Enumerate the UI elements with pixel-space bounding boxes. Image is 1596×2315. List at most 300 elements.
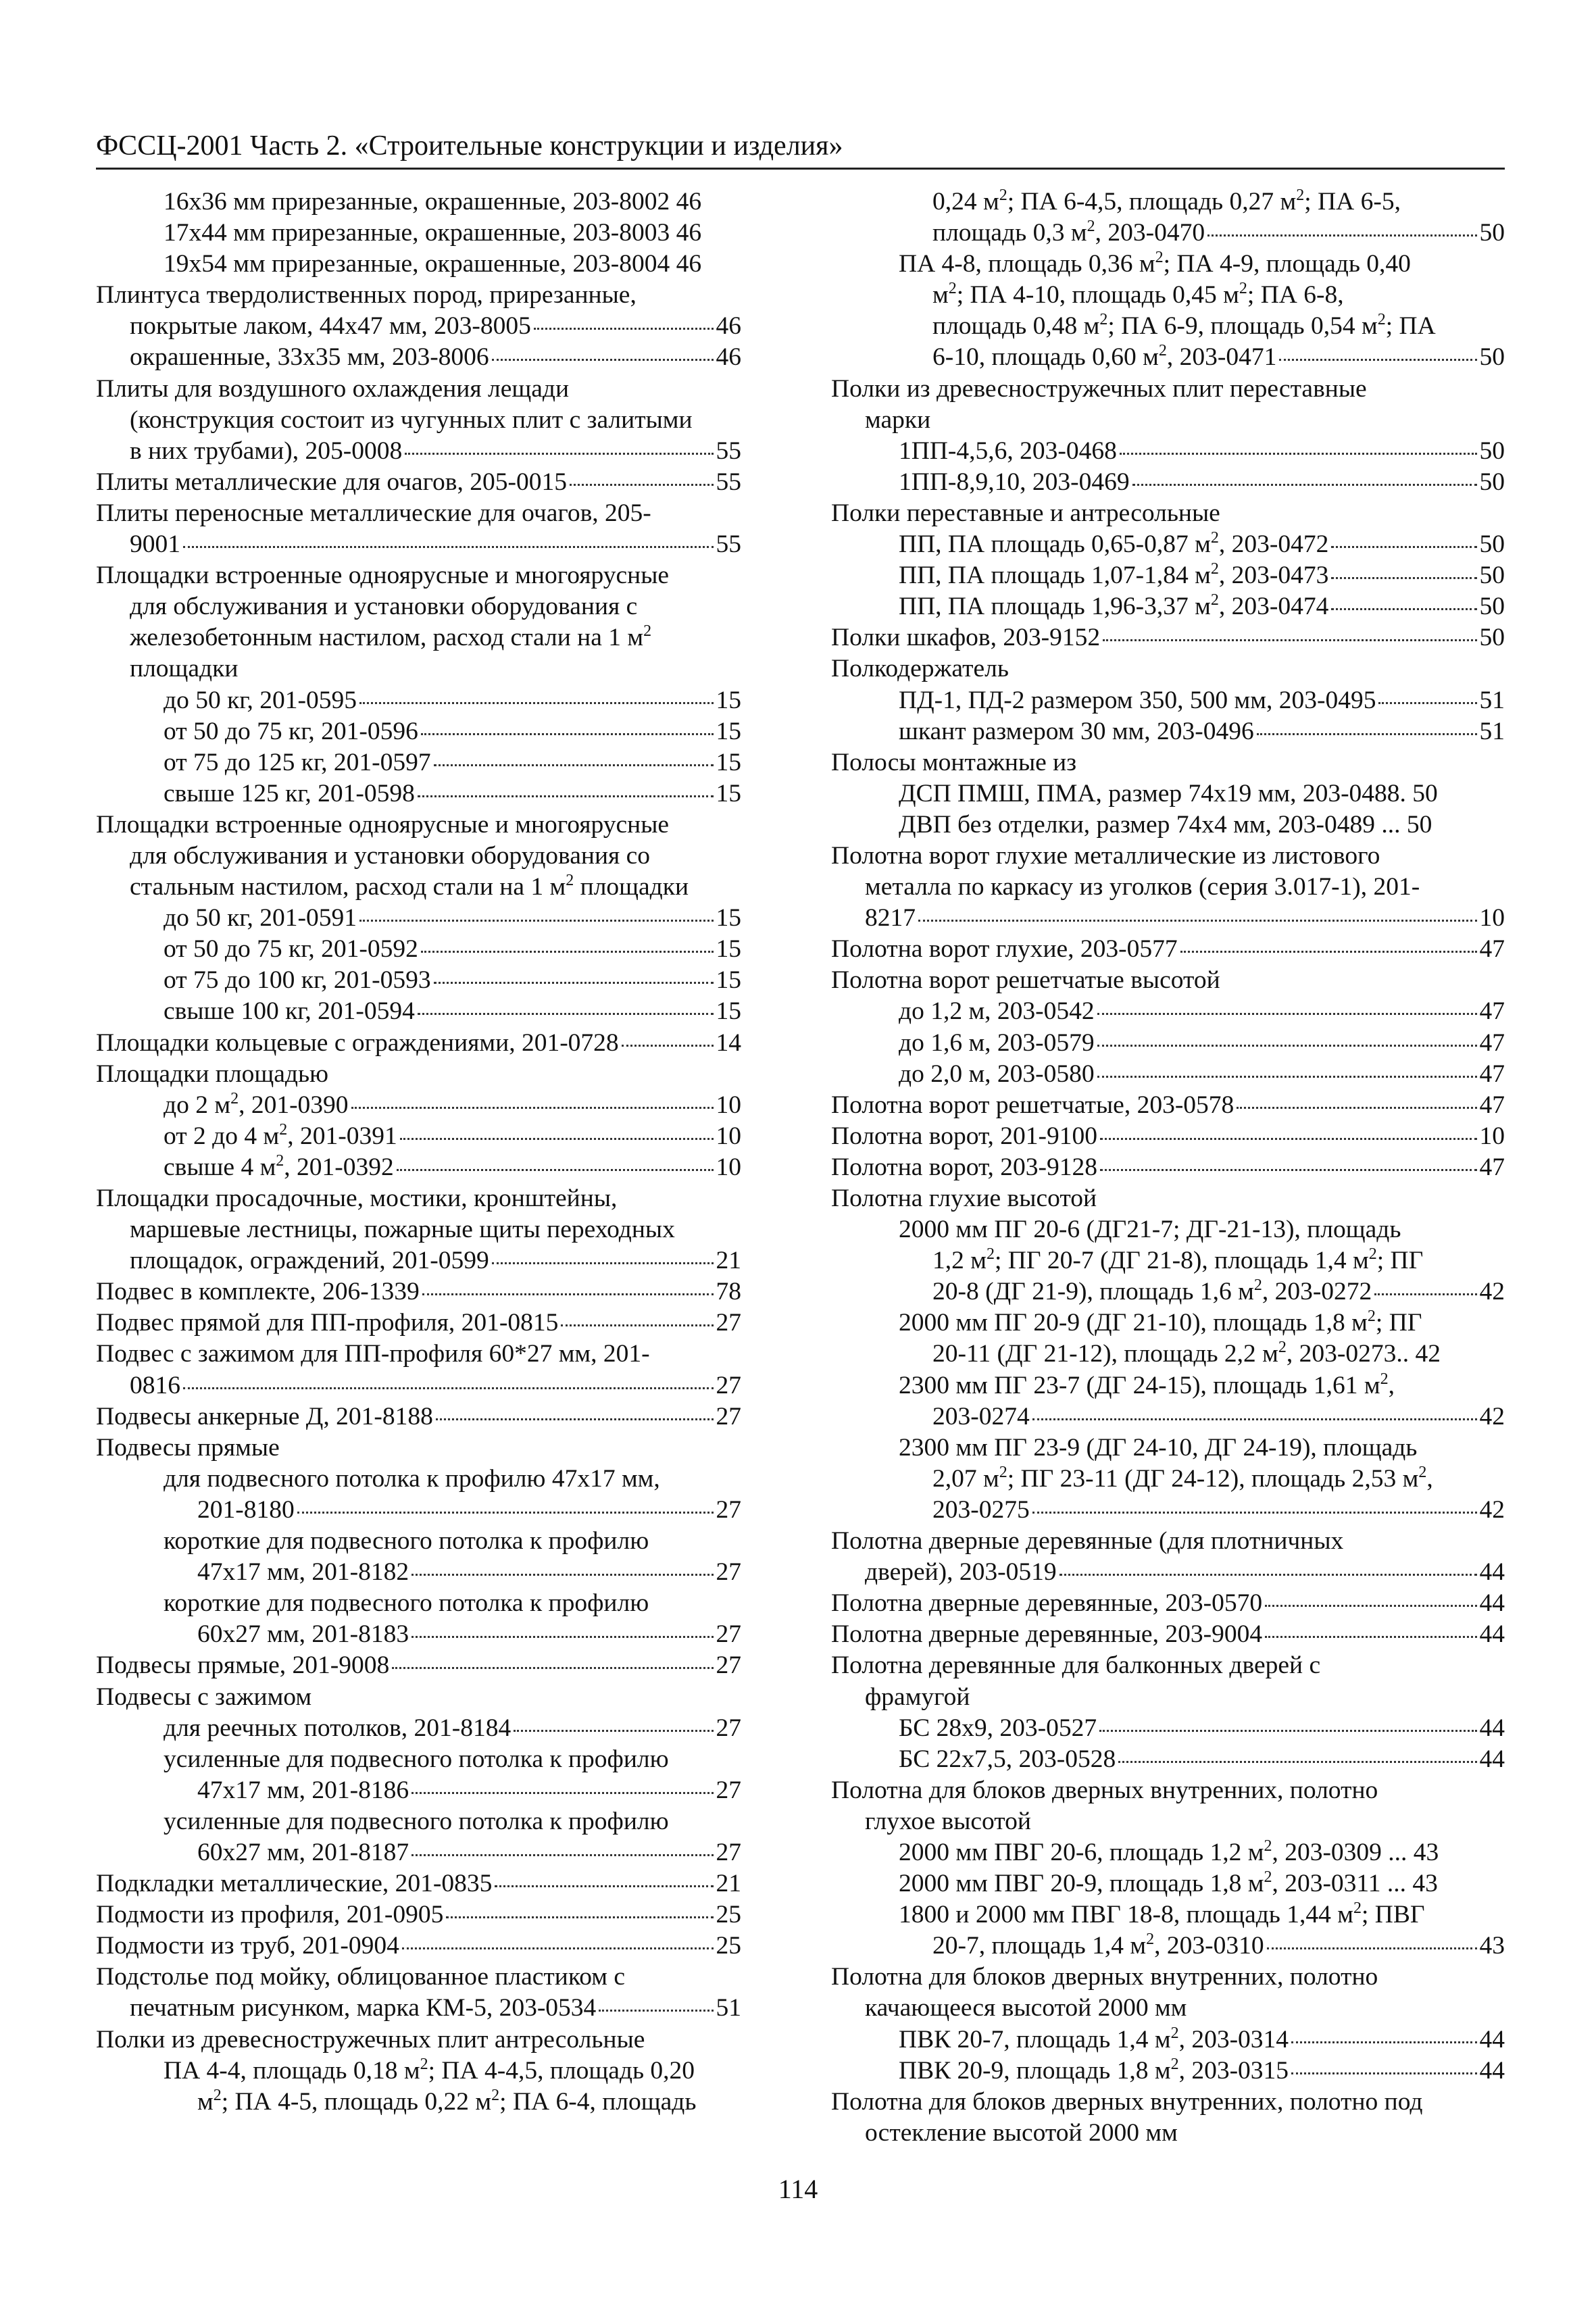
page-ref: 55 xyxy=(716,530,741,559)
index-line xyxy=(831,1619,1505,1650)
dot-leader xyxy=(418,795,714,797)
index-line xyxy=(96,1401,741,1433)
entry-text: покрытые лаком, 44x47 мм, 203-8005 xyxy=(130,312,531,341)
index-line xyxy=(96,311,741,342)
index-entry xyxy=(96,903,741,934)
entry-text: свыше 4 $м^2$, 201-0392 xyxy=(164,1151,394,1181)
index-line xyxy=(96,1619,741,1650)
index-entry xyxy=(831,965,1505,996)
page-ref: 25 xyxy=(716,1901,741,1929)
index-entry xyxy=(831,1713,1505,1744)
entry-text: до 50 кг, 201-0595 xyxy=(164,686,357,714)
index-line xyxy=(96,1370,741,1401)
index-entry xyxy=(831,591,1505,622)
entry-text: свыше 125 кг, 201-0598 xyxy=(164,779,415,807)
index-entry xyxy=(96,934,741,965)
page-ref: 47 xyxy=(1479,935,1505,964)
page-ref: 10 xyxy=(716,1153,741,1181)
dot-leader xyxy=(1237,1107,1476,1109)
index-line: 16x36 мм прирезанные, окрашенные, 203-8002 46 xyxy=(164,188,702,216)
index-entry xyxy=(96,1931,741,1962)
index-entry xyxy=(96,810,741,903)
index-line xyxy=(831,1931,1505,1962)
page-ref: 15 xyxy=(716,686,741,714)
entry-text: 60x27 мм, 201-8183 xyxy=(197,1620,409,1649)
dot-leader xyxy=(492,1262,714,1264)
entry-text: ПП, ПА площадь 1,07-1,84 $м^2$, 203-0473 xyxy=(899,560,1329,590)
page-ref: 15 xyxy=(716,966,741,995)
index-entry xyxy=(831,810,1505,841)
dot-leader xyxy=(1099,1730,1476,1732)
entry-text: площадь 0,3 $м^2$, 203-0470 xyxy=(932,218,1205,247)
index-entry xyxy=(831,1588,1505,1619)
index-line xyxy=(96,778,741,810)
index-entry xyxy=(96,1713,741,1744)
index-line xyxy=(831,1121,1505,1152)
entry-text: для реечных потолков, 201-8184 xyxy=(164,1714,512,1742)
page-ref: 44 xyxy=(1479,2056,1505,2085)
index-line xyxy=(831,1588,1505,1619)
index-line: Полотна деревянные для балконных дверей с xyxy=(831,1651,1321,1680)
dot-leader xyxy=(421,733,714,735)
index-line xyxy=(96,1121,741,1152)
index-line xyxy=(96,342,741,373)
index-column-right xyxy=(831,186,1505,2149)
dot-leader xyxy=(1374,1293,1476,1295)
index-entry xyxy=(831,2056,1505,2087)
index-entry xyxy=(96,498,741,560)
page-ref: 47 xyxy=(1479,1091,1505,1119)
dot-leader xyxy=(359,702,714,704)
index-entry xyxy=(96,311,741,342)
index-line: Плиты для воздушного охлаждения лещади xyxy=(96,374,570,403)
index-entry xyxy=(96,996,741,1027)
dot-leader xyxy=(183,1387,714,1389)
entry-text: от 2 до 4 $м^2$, 201-0391 xyxy=(164,1120,397,1150)
entry-text: 1ПП-8,9,10, 203-0469 xyxy=(899,468,1130,496)
index-line xyxy=(831,1028,1505,1059)
index-entry xyxy=(831,186,1505,249)
entry-text: 60x27 мм, 201-8187 xyxy=(197,1838,409,1866)
index-line: усиленные для подвесного потолка к профилю xyxy=(164,1745,669,1773)
index-line xyxy=(96,716,741,747)
index-entry xyxy=(96,2024,741,2056)
dot-leader xyxy=(418,1013,714,1015)
entry-text: Подмости из труб, 201-0904 xyxy=(96,1932,399,1960)
page-ref: 25 xyxy=(716,1932,741,1960)
index-line xyxy=(831,218,1505,249)
index-line: 2300 мм ПГ 23-7 (ДГ 24-15), площадь 1,61 $м^2$, xyxy=(899,1370,1395,1399)
entry-text: площадок, ограждений, 201-0599 xyxy=(130,1247,489,1275)
dot-leader xyxy=(1180,951,1477,953)
entry-text: ПП, ПА площадь 1,96-3,37 $м^2$, 203-0474 xyxy=(899,591,1329,621)
page-ref: 46 xyxy=(716,312,741,341)
index-line xyxy=(96,1868,741,1899)
index-entry xyxy=(96,1276,741,1308)
entry-text: от 75 до 100 кг, 201-0593 xyxy=(164,966,431,995)
page-ref: 44 xyxy=(1479,2025,1505,2053)
page-ref: 50 xyxy=(1479,343,1505,372)
index-line xyxy=(831,1090,1505,1121)
page-ref: 27 xyxy=(716,1371,741,1399)
dot-leader xyxy=(400,1138,714,1140)
entry-text: 6-10, площадь 0,60 $м^2$, 203-0471 xyxy=(932,342,1277,372)
index-entry xyxy=(831,1121,1505,1152)
index-entry xyxy=(831,436,1505,467)
index-line: Полотна для блоков дверных внутренних, полотно под xyxy=(831,2087,1423,2116)
index-line xyxy=(96,1775,741,1806)
entry-text: 203-0274 xyxy=(932,1402,1030,1430)
page-ref: 50 xyxy=(1479,219,1505,247)
index-line: металла по каркасу из уголков (серия 3.017-1), 201- xyxy=(865,873,1420,901)
dot-leader xyxy=(599,2010,713,2012)
entry-text: окрашенные, 33x35 мм, 203-8006 xyxy=(130,343,489,372)
dot-leader xyxy=(1097,1076,1477,1078)
page-ref: 21 xyxy=(716,1247,741,1275)
index-entry xyxy=(96,965,741,996)
index-line xyxy=(96,934,741,965)
index-entry xyxy=(96,218,741,249)
entry-text: Подвесы анкерные Д, 201-8188 xyxy=(96,1402,433,1430)
index-line xyxy=(831,560,1505,591)
index-entry xyxy=(96,1650,741,1681)
page-ref: 27 xyxy=(716,1309,741,1337)
dot-leader xyxy=(1103,639,1476,641)
index-line xyxy=(831,1744,1505,1775)
entry-text: 8217 xyxy=(865,904,916,932)
entry-text: 20-7, площадь 1,4 $м^2$, 203-0310 xyxy=(932,1931,1264,1960)
index-entry xyxy=(831,1090,1505,1121)
entry-text: дверей), 203-0519 xyxy=(865,1558,1057,1587)
entry-text: Плиты металлические для очагов, 205-0015 xyxy=(96,468,567,496)
index-line xyxy=(96,1650,741,1681)
page-ref: 27 xyxy=(716,1558,741,1587)
entry-text: до 50 кг, 201-0591 xyxy=(164,904,357,932)
index-entry xyxy=(831,374,1505,436)
page-ref: 15 xyxy=(716,748,741,776)
dot-leader xyxy=(1100,1169,1476,1171)
page-ref: 15 xyxy=(716,904,741,932)
index-entry xyxy=(831,1837,1505,1868)
index-entry xyxy=(831,1899,1505,1962)
index-entry xyxy=(831,1183,1505,1214)
index-entry xyxy=(831,1868,1505,1899)
dot-leader xyxy=(1100,1138,1476,1140)
dot-leader xyxy=(534,328,714,330)
page-ref: 44 xyxy=(1479,1558,1505,1587)
page-ref: 27 xyxy=(716,1402,741,1430)
dot-leader xyxy=(412,1854,713,1856)
index-entry xyxy=(96,747,741,778)
index-entry xyxy=(96,374,741,467)
index-line xyxy=(831,934,1505,965)
entry-text: до 1,6 м, 203-0579 xyxy=(899,1028,1095,1057)
page-ref: 27 xyxy=(716,1776,741,1804)
index-entry xyxy=(96,1028,741,1059)
entry-text: Подвес прямой для ПП-профиля, 201-0815 xyxy=(96,1309,559,1337)
index-entry xyxy=(96,249,741,280)
index-line xyxy=(831,1495,1505,1526)
index-line: Плиты переносные металлические для очагов, 205- xyxy=(96,499,651,527)
dot-leader xyxy=(297,1512,714,1514)
index-line: железобетонным настилом, расход стали на 1 $м^2$ площадки xyxy=(130,622,652,683)
index-line: Подвес с зажимом для ПП-профиля 60*27 мм, 201- xyxy=(96,1340,650,1368)
index-entry xyxy=(96,1806,741,1868)
index-entry xyxy=(831,1650,1505,1712)
index-line: площадь 0,48 $м^2$; ПА 6-9, площадь 0,54 $м^2$; ПА xyxy=(932,311,1436,341)
index-line xyxy=(831,2024,1505,2056)
index-line: 17x44 мм прирезанные, окрашенные, 203-8003 46 xyxy=(164,219,702,247)
page-ref: 14 xyxy=(716,1028,741,1057)
entry-text: Подвесы прямые, 201-9008 xyxy=(96,1651,390,1680)
dot-leader xyxy=(492,359,714,361)
index-entry xyxy=(96,2056,741,2118)
index-entry xyxy=(96,1121,741,1152)
index-line: Подвесы с зажимом xyxy=(96,1683,312,1711)
index-entry xyxy=(831,778,1505,810)
index-entry xyxy=(831,841,1505,934)
index-entry xyxy=(831,653,1505,684)
dot-leader xyxy=(397,1169,714,1171)
index-line xyxy=(96,996,741,1027)
index-line: 2000 мм ПГ 20-9 (ДГ 21-10), площадь 1,8 $м^2$; ПГ xyxy=(899,1308,1422,1337)
dot-leader xyxy=(1279,359,1476,361)
entry-text: 9001 xyxy=(130,530,180,559)
index-line: остекление высотой 2000 мм xyxy=(865,2118,1178,2147)
index-line xyxy=(831,1401,1505,1433)
index-line: для обслуживания и установки оборудования со xyxy=(130,841,651,870)
index-entry xyxy=(96,778,741,810)
index-line xyxy=(96,965,741,996)
index-line xyxy=(96,903,741,934)
entry-text: ПВК 20-9, площадь 1,8 $м^2$, 203-0315 xyxy=(899,2055,1289,2085)
dot-leader xyxy=(421,951,714,953)
entry-text: в них трубами), 205-0008 xyxy=(130,437,403,465)
index-entry xyxy=(96,1183,741,1276)
index-entry xyxy=(831,996,1505,1027)
dot-leader xyxy=(359,920,714,922)
dot-leader xyxy=(1032,1418,1477,1420)
index-line: глухое высотой xyxy=(865,1807,1032,1835)
entry-text: Полотна ворот, 203-9128 xyxy=(831,1153,1098,1181)
page-ref: 50 xyxy=(1479,593,1505,621)
index-entry xyxy=(96,1339,741,1401)
index-entry xyxy=(96,1308,741,1339)
index-line xyxy=(96,436,741,467)
index-line xyxy=(96,1152,741,1183)
index-line: 2,07 $м^2$; ПГ 23-11 (ДГ 24-12), площадь 2,53 $м^2$, xyxy=(932,1463,1433,1493)
index-line xyxy=(831,591,1505,622)
page-ref: 42 xyxy=(1479,1278,1505,1306)
index-entry xyxy=(831,1214,1505,1308)
index-line: Полотна для блоков дверных внутренних, полотно xyxy=(831,1776,1378,1804)
index-line: Полосы монтажные из xyxy=(831,748,1077,776)
index-line: Площадки просадочные, мостики, кронштейны, xyxy=(96,1185,618,1212)
index-line: Площадки встроенные одноярусные и многоярусные xyxy=(96,810,670,839)
dot-leader xyxy=(1059,1574,1477,1576)
index-entry xyxy=(831,467,1505,498)
index-line xyxy=(96,1993,741,2024)
index-line xyxy=(96,685,741,716)
index-entry xyxy=(96,186,741,218)
entry-text: Полотна дверные деревянные, 203-9004 xyxy=(831,1620,1263,1649)
index-line: Полотна ворот глухие металлические из листового xyxy=(831,841,1380,870)
page-ref: 47 xyxy=(1479,1153,1505,1181)
index-line: (конструкция состоит из чугунных плит с залитыми xyxy=(130,405,693,434)
index-line xyxy=(831,529,1505,560)
entry-text: 47x17 мм, 201-8182 xyxy=(197,1558,409,1587)
page-ref: 27 xyxy=(716,1651,741,1680)
dot-leader xyxy=(392,1667,713,1669)
index-entry xyxy=(96,1059,741,1090)
dot-leader xyxy=(1331,577,1476,579)
index-line: Полотна глухие высотой xyxy=(831,1185,1097,1212)
index-line xyxy=(96,1090,741,1121)
entry-text: 47x17 мм, 201-8186 xyxy=(197,1776,409,1804)
index-entry xyxy=(96,1090,741,1121)
index-line: фрамугой xyxy=(865,1683,970,1711)
index-line: ДВП без отделки, размер 74x4 мм, 203-0489 ... 50 xyxy=(899,810,1432,839)
index-entry xyxy=(831,622,1505,653)
index-line: Полотна ворот решетчатые высотой xyxy=(831,966,1220,995)
index-line: Подвесы прямые xyxy=(96,1433,280,1462)
page-ref: 47 xyxy=(1479,997,1505,1026)
index-line: Полотна для блоков дверных внутренних, полотно xyxy=(831,1963,1378,1991)
index-line xyxy=(96,1837,741,1868)
dot-leader xyxy=(412,1574,713,1576)
dot-leader xyxy=(1118,1761,1476,1763)
index-entry xyxy=(96,1682,741,1713)
index-line: Площадки площадью xyxy=(96,1060,329,1088)
dot-leader xyxy=(1032,1512,1477,1514)
index-entry xyxy=(831,1433,1505,1526)
page-ref: 43 xyxy=(1479,1932,1505,1960)
page-ref: 21 xyxy=(716,1870,741,1898)
page-ref: 10 xyxy=(1479,904,1505,932)
index-line xyxy=(96,1245,741,1276)
page-ref: 55 xyxy=(716,437,741,465)
dot-leader xyxy=(1097,1013,1477,1015)
index-entry xyxy=(831,1152,1505,1183)
index-line: Плинтуса твердолиственных пород, прирезанные, xyxy=(96,281,637,309)
page-ref: 50 xyxy=(1479,624,1505,652)
index-entry xyxy=(831,716,1505,747)
index-line: ДСП ПМШ, ПМА, размер 74x19 мм, 203-0488. 50 xyxy=(899,779,1438,807)
entry-text: до 1,2 м, 203-0542 xyxy=(899,997,1095,1026)
index-entry xyxy=(831,2087,1505,2149)
dot-leader xyxy=(1331,546,1476,548)
index-line xyxy=(831,622,1505,653)
entry-text: шкант размером 30 мм, 203-0496 xyxy=(899,717,1254,745)
index-line: Полки переставные и антресольные xyxy=(831,499,1220,527)
dot-leader xyxy=(1097,1045,1477,1047)
index-line: марки xyxy=(865,405,931,434)
page-ref: 47 xyxy=(1479,1060,1505,1088)
index-line: маршевые лестницы, пожарные щиты переходных xyxy=(130,1216,675,1244)
index-column-left xyxy=(96,186,741,2118)
index-line: короткие для подвесного потолка к профилю xyxy=(164,1527,649,1555)
dot-leader xyxy=(1291,2072,1476,2074)
page-ref: 50 xyxy=(1479,468,1505,496)
entry-text: Полотна дверные деревянные, 203-0570 xyxy=(831,1589,1263,1618)
page-ref: 44 xyxy=(1479,1589,1505,1618)
index-line: 2000 мм ПГ 20-6 (ДГ21-7; ДГ-21-13), площадь xyxy=(899,1216,1401,1244)
entry-text: от 50 до 75 кг, 201-0592 xyxy=(164,935,418,964)
index-line: ПА 4-4, площадь 0,18 $м^2$; ПА 4-4,5, площадь 0,20 xyxy=(164,2055,695,2085)
index-line xyxy=(96,1276,741,1308)
dot-leader xyxy=(412,1792,713,1794)
index-entry xyxy=(96,1433,741,1464)
dot-leader xyxy=(446,1916,713,1918)
index-entry xyxy=(96,560,741,684)
dot-leader xyxy=(434,764,714,766)
index-line xyxy=(831,436,1505,467)
index-line xyxy=(96,1308,741,1339)
index-entry xyxy=(831,934,1505,965)
dot-leader xyxy=(436,1418,714,1420)
index-entry xyxy=(96,1588,741,1650)
dot-leader xyxy=(183,546,714,548)
entry-text: Полотна ворот решетчатые, 203-0578 xyxy=(831,1091,1235,1119)
dot-leader xyxy=(1132,484,1477,486)
page-ref: 15 xyxy=(716,935,741,964)
index-line xyxy=(831,1557,1505,1588)
index-entry xyxy=(831,685,1505,716)
dot-leader xyxy=(402,1947,714,1949)
page-ref: 50 xyxy=(1479,437,1505,465)
index-line: $м^2$; ПА 4-5, площадь 0,22 $м^2$; ПА 6-4, площадь xyxy=(197,2086,697,2116)
page-ref: 42 xyxy=(1479,1495,1505,1524)
page-ref: 10 xyxy=(716,1122,741,1150)
page-number: 114 xyxy=(778,2174,818,2204)
dot-leader xyxy=(351,1107,714,1109)
entry-text: ПП, ПА площадь 0,65-0,87 $м^2$, 203-0472 xyxy=(899,529,1329,559)
index-entry xyxy=(96,280,741,311)
index-entry xyxy=(831,747,1505,778)
dot-leader xyxy=(1291,2041,1476,2043)
index-line: $м^2$; ПА 4-10, площадь 0,45 $м^2$; ПА 6-8, xyxy=(932,280,1344,309)
index-line xyxy=(831,903,1505,934)
index-line xyxy=(831,467,1505,498)
index-line xyxy=(831,996,1505,1027)
dot-leader xyxy=(434,982,714,984)
index-line xyxy=(96,1495,741,1526)
running-header: ФССЦ-2001 Часть 2. «Строительные конструкции и изделия» xyxy=(96,128,1505,170)
index-entry xyxy=(831,498,1505,529)
page-ref: 51 xyxy=(716,1994,741,2022)
index-line: 2300 мм ПГ 23-9 (ДГ 24-10, ДГ 24-19), площадь xyxy=(899,1433,1418,1462)
dot-leader xyxy=(1378,702,1476,704)
page-ref: 44 xyxy=(1479,1714,1505,1742)
dot-leader xyxy=(918,920,1477,922)
page-ref: 50 xyxy=(1479,562,1505,590)
page-ref: 42 xyxy=(1479,1402,1505,1430)
entry-text: 201-8180 xyxy=(197,1495,295,1524)
entry-text: 20-8 (ДГ 21-9), площадь 1,6 $м^2$, 203-0272 xyxy=(932,1276,1372,1306)
index-line xyxy=(96,529,741,560)
page-ref: 46 xyxy=(716,343,741,372)
entry-text: 203-0275 xyxy=(932,1495,1030,1524)
entry-text: Подкладки металлические, 201-0835 xyxy=(96,1870,493,1898)
index-entry xyxy=(831,1526,1505,1588)
dot-leader xyxy=(412,1636,713,1638)
entry-text: свыше 100 кг, 201-0594 xyxy=(164,997,415,1026)
index-line xyxy=(831,342,1505,373)
index-line: 19x54 мм прирезанные, окрашенные, 203-8004 46 xyxy=(164,250,702,278)
index-entry xyxy=(831,249,1505,373)
index-entry xyxy=(831,1962,1505,2024)
dot-leader xyxy=(1120,453,1477,455)
